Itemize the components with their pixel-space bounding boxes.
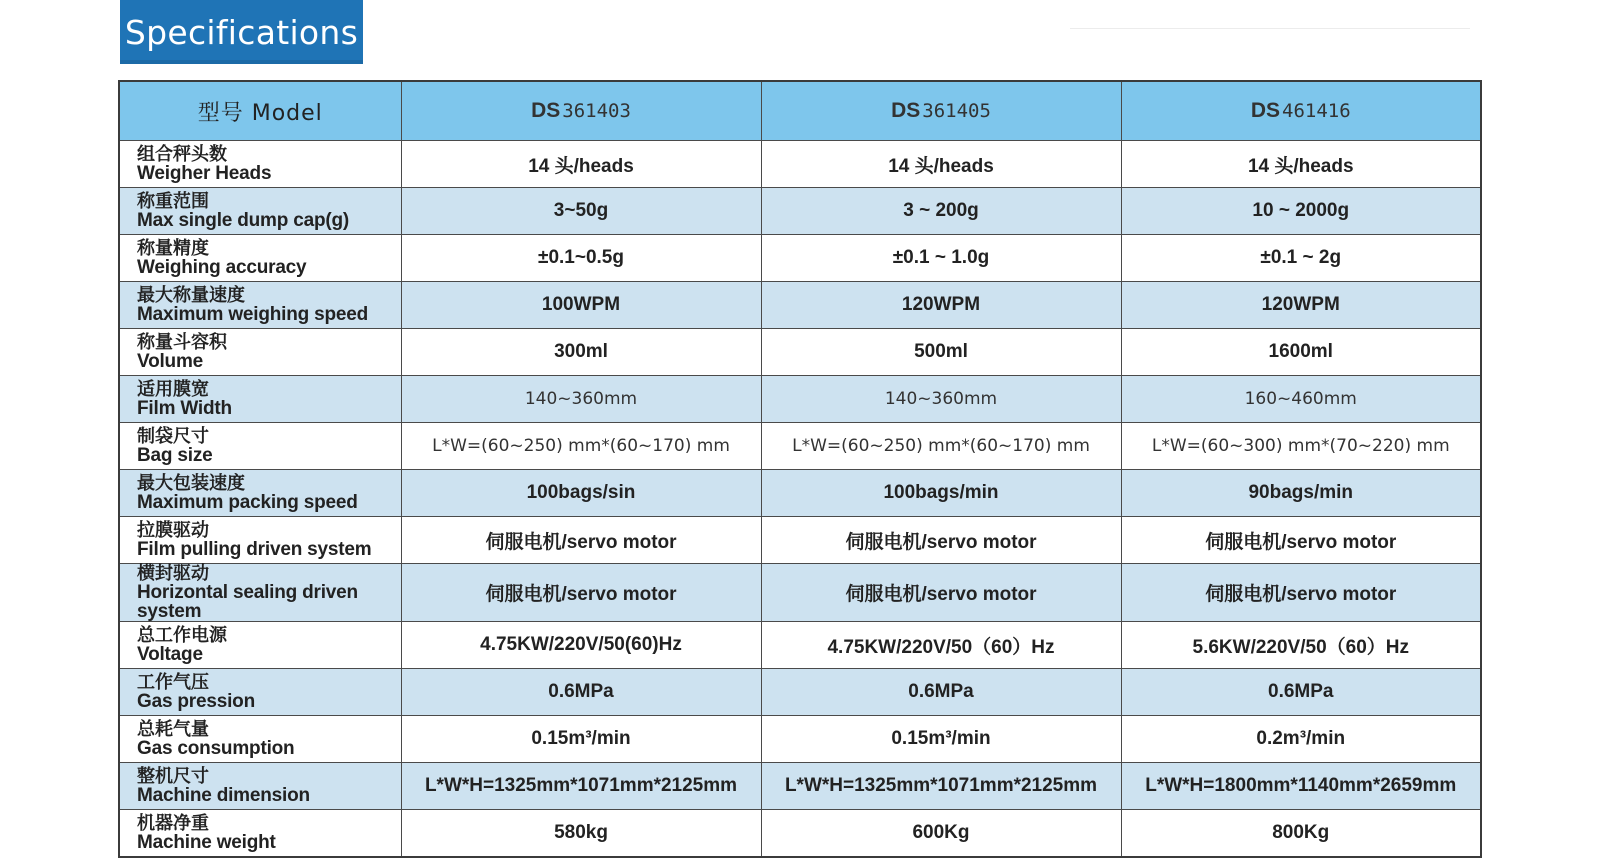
spec-label bbox=[119, 470, 401, 517]
spec-value: L*W*H=1800mm*1140mm*2659mm bbox=[1121, 763, 1481, 810]
section-title: Specifications bbox=[120, 0, 363, 64]
spec-label-en: Weigher Heads bbox=[137, 163, 272, 184]
spec-value: 100WPM bbox=[401, 282, 761, 329]
spec-value: 300ml bbox=[401, 329, 761, 376]
spec-value: 伺服电机/servo motor bbox=[1121, 517, 1481, 564]
spec-label-en: Gas consumption bbox=[137, 738, 295, 759]
spec-label bbox=[119, 669, 401, 716]
spec-label bbox=[119, 423, 401, 470]
spec-label-zh: 横封驱动 bbox=[137, 563, 209, 584]
spec-value: 伺服电机/servo motor bbox=[761, 564, 1121, 622]
spec-label-en: Film pulling driven system bbox=[137, 539, 372, 560]
spec-label-zh: 称重范围 bbox=[137, 191, 209, 212]
spec-value: 伺服电机/servo motor bbox=[401, 517, 761, 564]
spec-value: 14 头/heads bbox=[761, 141, 1121, 188]
spec-label-en: Machine weight bbox=[137, 831, 276, 853]
spec-value: ±0.1 ~ 1.0g bbox=[761, 235, 1121, 282]
spec-label-zh: 机器净重 bbox=[137, 812, 209, 834]
table-row bbox=[119, 376, 1481, 423]
spec-label-en: Film Width bbox=[137, 398, 232, 419]
spec-label-zh: 最大称量速度 bbox=[137, 285, 245, 306]
spec-value: L*W=(60~250) mm*(60~170) mm bbox=[761, 423, 1121, 470]
table-row bbox=[119, 517, 1481, 564]
specifications-table bbox=[118, 80, 1482, 858]
spec-value: 0.6MPa bbox=[1121, 669, 1481, 716]
table-row bbox=[119, 235, 1481, 282]
spec-value: 800Kg bbox=[1121, 810, 1481, 857]
spec-value: 5.6KW/220V/50（60）Hz bbox=[1121, 622, 1481, 669]
spec-value: 120WPM bbox=[1121, 282, 1481, 329]
spec-label-zh: 适用膜宽 bbox=[137, 379, 209, 400]
model-header-ds361403 bbox=[401, 81, 761, 141]
spec-value: 160~460mm bbox=[1121, 376, 1481, 423]
spec-label-zh: 总工作电源 bbox=[137, 625, 227, 646]
table-row bbox=[119, 423, 1481, 470]
table-row bbox=[119, 564, 1481, 622]
spec-value: 伺服电机/servo motor bbox=[1121, 564, 1481, 622]
spec-value: 600Kg bbox=[761, 810, 1121, 857]
spec-value: 0.2m³/min bbox=[1121, 716, 1481, 763]
spec-label bbox=[119, 141, 401, 188]
spec-label bbox=[119, 235, 401, 282]
model-header-ds361405 bbox=[761, 81, 1121, 141]
spec-label-en: Gas pression bbox=[137, 691, 255, 712]
spec-value: L*W*H=1325mm*1071mm*2125mm bbox=[761, 763, 1121, 810]
spec-label bbox=[119, 376, 401, 423]
spec-label-zh: 工作气压 bbox=[137, 672, 209, 693]
table-row bbox=[119, 329, 1481, 376]
spec-label-en: Maximum weighing speed bbox=[137, 304, 369, 325]
spec-value: 0.6MPa bbox=[401, 669, 761, 716]
model-number: 461416 bbox=[1282, 100, 1351, 122]
spec-label bbox=[119, 716, 401, 763]
spec-value: 10 ~ 2000g bbox=[1121, 188, 1481, 235]
model-column-header: 型号 Model bbox=[119, 81, 401, 141]
spec-value: 580kg bbox=[401, 810, 761, 857]
spec-value: 100bags/sin bbox=[401, 470, 761, 517]
spec-value: 90bags/min bbox=[1121, 470, 1481, 517]
decorative-divider bbox=[1070, 28, 1470, 29]
spec-value: 100bags/min bbox=[761, 470, 1121, 517]
spec-value: 4.75KW/220V/50(60)Hz bbox=[401, 622, 761, 669]
spec-label bbox=[119, 763, 401, 810]
spec-value: 伺服电机/servo motor bbox=[401, 564, 761, 622]
spec-value: 伺服电机/servo motor bbox=[761, 517, 1121, 564]
spec-label-en: Maximum packing speed bbox=[137, 492, 358, 513]
spec-value: 14 头/heads bbox=[1121, 141, 1481, 188]
spec-label-en: Voltage bbox=[137, 644, 203, 665]
spec-label-zh: 组合秤头数 bbox=[137, 144, 227, 165]
spec-label-en: Max single dump cap(g) bbox=[137, 210, 350, 231]
spec-label-zh: 称量斗容积 bbox=[137, 332, 227, 353]
spec-value: 4.75KW/220V/50（60）Hz bbox=[761, 622, 1121, 669]
spec-value: ±0.1~0.5g bbox=[401, 235, 761, 282]
spec-label-zh: 最大包装速度 bbox=[137, 473, 245, 494]
spec-value: L*W*H=1325mm*1071mm*2125mm bbox=[401, 763, 761, 810]
spec-label bbox=[119, 329, 401, 376]
spec-label-zh: 整机尺寸 bbox=[137, 766, 209, 787]
spec-label-en: Weighing accuracy bbox=[137, 257, 307, 278]
spec-label bbox=[119, 810, 401, 857]
spec-value: ±0.1 ~ 2g bbox=[1121, 235, 1481, 282]
spec-value: 0.15m³/min bbox=[401, 716, 761, 763]
spec-value: 120WPM bbox=[761, 282, 1121, 329]
spec-label-zh: 称量精度 bbox=[137, 238, 209, 259]
spec-label-zh: 总耗气量 bbox=[137, 719, 209, 740]
spec-label-en: Volume bbox=[137, 351, 204, 372]
table-row bbox=[119, 622, 1481, 669]
spec-value: L*W=(60~300) mm*(70~220) mm bbox=[1121, 423, 1481, 470]
spec-label bbox=[119, 564, 401, 622]
table-row bbox=[119, 763, 1481, 810]
table-row bbox=[119, 282, 1481, 329]
spec-value: 0.6MPa bbox=[761, 669, 1121, 716]
spec-value: 1600ml bbox=[1121, 329, 1481, 376]
spec-value: L*W=(60~250) mm*(60~170) mm bbox=[401, 423, 761, 470]
spec-value: 500ml bbox=[761, 329, 1121, 376]
spec-value: 14 头/heads bbox=[401, 141, 761, 188]
table-row bbox=[119, 188, 1481, 235]
spec-value: 140~360mm bbox=[761, 376, 1121, 423]
model-prefix: DS bbox=[531, 99, 561, 122]
table-row bbox=[119, 810, 1481, 857]
model-header-ds461416 bbox=[1121, 81, 1481, 141]
table-header-row bbox=[119, 81, 1481, 141]
model-number: 361405 bbox=[922, 100, 991, 122]
spec-label bbox=[119, 188, 401, 235]
spec-label bbox=[119, 622, 401, 669]
spec-label-en: Horizontal sealing driven system bbox=[137, 582, 358, 622]
spec-value: 0.15m³/min bbox=[761, 716, 1121, 763]
table-row bbox=[119, 470, 1481, 517]
table-row bbox=[119, 141, 1481, 188]
spec-label-en: Bag size bbox=[137, 445, 213, 466]
spec-label-zh: 拉膜驱动 bbox=[137, 520, 209, 541]
model-prefix: DS bbox=[1250, 99, 1281, 122]
spec-value: 140~360mm bbox=[401, 376, 761, 423]
table-row bbox=[119, 669, 1481, 716]
model-number: 361403 bbox=[562, 100, 631, 122]
spec-value: 3 ~ 200g bbox=[761, 188, 1121, 235]
spec-label-zh: 制袋尺寸 bbox=[137, 426, 209, 447]
spec-label bbox=[119, 517, 401, 564]
model-prefix: DS bbox=[891, 99, 921, 122]
spec-label-en: Machine dimension bbox=[137, 785, 310, 806]
table-row bbox=[119, 716, 1481, 763]
spec-value: 3~50g bbox=[401, 188, 761, 235]
spec-label bbox=[119, 282, 401, 329]
